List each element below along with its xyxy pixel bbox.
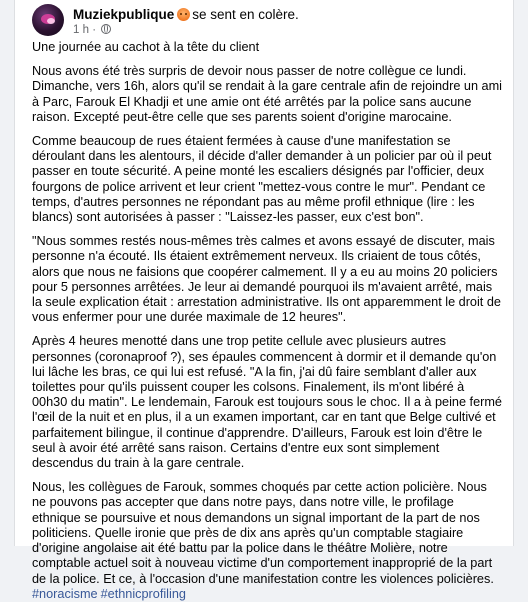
hashtag-link[interactable]: #noracisme bbox=[32, 586, 98, 601]
meta-separator: · bbox=[92, 24, 97, 36]
globe-icon[interactable] bbox=[101, 24, 111, 34]
post-paragraph: Nous, les collègues de Farouk, sommes choqués par cette action policière. Nous ne pouvons pas accepter que dans notre pays, dans notre ville, le profilage ethnique se poursuive et nous demandons un signal important de la part de nos politiciens. Quelle ironie que près de dix ans après qu'un comptable stagiaire d'origine angolaise ait été battu par la police dans le théâtre Molière, notre comptable actuel soit à nouveau victime d'un comportement inapproprié de la part de la police. Et ce, à l'occasion d'une manifestation contre les violences policières. bbox=[32, 480, 494, 586]
post-card bbox=[14, 0, 514, 601]
hashtags bbox=[32, 587, 502, 602]
post-header bbox=[32, 4, 472, 34]
angry-face-icon bbox=[177, 8, 190, 21]
post-paragraph: Après 4 heures menotté dans une trop petite cellule avec plusieurs autres personnes (coronaproof ?), ses épaules commencent à dormir et il demande qu'on lui lâche les bras, ce qui lui est refusé. "A la fin, j'ai dû faire semblant d'aller aux toilettes pour qu'ils puissent couper les colsons. Finalement, ils m'ont libéré à 00h30 du matin". Le lendemain, Farouk est toujours sous le choc. Il a à peine fermé l'œil de la nuit et en plus, il a un examen important, car en tant que Belge cultivé et parfaitement bilingue, il continue d'apprendre. D'ailleurs, Farouk est loin d'être le seul à avoir été arrêté sans raison. Certains d'entre eux sont simplement descendus du train à la gare centrale. bbox=[32, 334, 502, 471]
post-paragraph: "Nous sommes restés nous-mêmes très calmes et avons essayé de discuter, mais personne n'a écouté. Ils étaient extrêmement nerveux. Ils criaient de tous côtés, alors que nous ne faisions que coopérer calmement. Il y a eu au moins 20 policiers pour 5 personnes arrêtées. Je leur ai demandé pourquoi ils m'avaient arrêté, mais la seule explication était : arrestation administrative. Ils ont apparemment le droit de vous enfermer pour une durée maximale de 12 heures". bbox=[32, 234, 501, 325]
post-time[interactable]: 1 h bbox=[73, 24, 89, 36]
avatar[interactable] bbox=[32, 4, 64, 36]
hashtag-link[interactable]: #ethnicprofiling bbox=[100, 586, 186, 601]
post-body bbox=[32, 40, 502, 602]
post-title-line bbox=[73, 7, 299, 22]
post-paragraph: Comme beaucoup de rues étaient fermées à cause d'une manifestation se déroulant dans les alentours, il décide d'aller demander à un policier par où il peut passer en toute sécurité. A peine monté les escaliers désignés par l'officier, deux fourgons de police arrivent et leur crient "mettez-vous contre le mur". Pendant ce temps, d'autres personnes ne répondant pas au même profil ethnique (lire : les blancs) sont autorisées à passer : "Laissez-les passer, eux c'est bon". bbox=[32, 134, 492, 225]
feeling-text: se sent en colère. bbox=[192, 7, 299, 22]
post-meta bbox=[73, 24, 111, 36]
post-paragraph: Nous avons été très surpris de devoir nous passer de notre collègue ce lundi. Dimanche, vers 16h, alors qu'il se rendait à la gare centrale afin de rejoindre un ami à Parc, Farouk El Khadji et une amie ont été arrêtés par la police sans aucune raison. Excepté peut-être celle que ses parents soient d'origine marocaine. bbox=[32, 64, 503, 124]
author-name[interactable]: Muziekpublique bbox=[73, 7, 175, 22]
post-paragraph: Une journée au cachot à la tête du client bbox=[32, 40, 260, 54]
